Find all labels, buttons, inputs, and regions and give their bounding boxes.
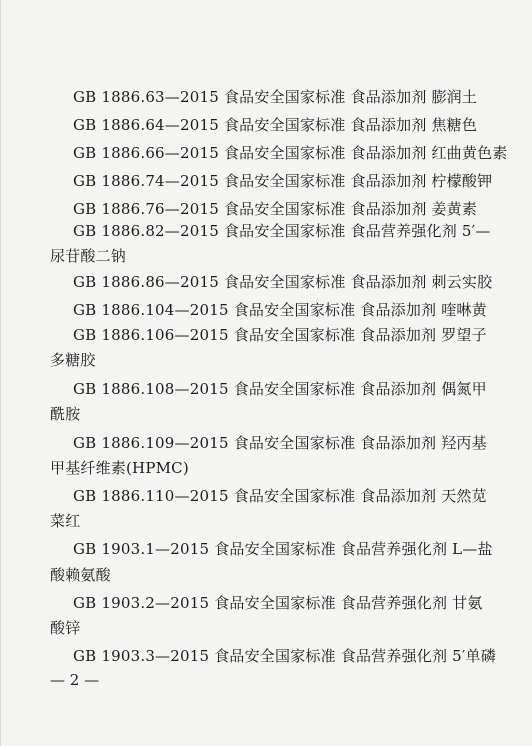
standard-entry-gb-1886-106: GB 1886.106—2015 食品安全国家标准 食品添加剂 罗望子	[73, 326, 487, 344]
page-number: — 2 —	[50, 671, 100, 689]
standard-entry-gb-1886-63: GB 1886.63—2015 食品安全国家标准 食品添加剂 膨润土	[73, 88, 478, 106]
standard-entry-gb-1886-74: GB 1886.74—2015 食品安全国家标准 食品添加剂 柠檬酸钾	[73, 172, 493, 190]
standard-entry-gb-1886-109-continued: 甲基纤维素(HPMC)	[50, 459, 189, 477]
standard-entry-gb-1886-64: GB 1886.64—2015 食品安全国家标准 食品添加剂 焦糖色	[73, 116, 478, 134]
standard-entry-gb-1886-86: GB 1886.86—2015 食品安全国家标准 食品添加剂 刺云实胶	[73, 273, 493, 291]
standard-entry-gb-1903-1-continued: 酸赖氨酸	[50, 566, 111, 584]
standard-entry-gb-1886-108: GB 1886.108—2015 食品安全国家标准 食品添加剂 偶氮甲	[73, 380, 487, 398]
standard-entry-gb-1903-2-continued: 酸锌	[50, 619, 81, 637]
standard-entry-gb-1886-110-continued: 菜红	[50, 512, 81, 530]
standard-entry-gb-1903-1: GB 1903.1—2015 食品安全国家标准 食品营养强化剂 L—盐	[73, 540, 493, 558]
standard-entry-gb-1886-106-continued: 多糖胶	[50, 351, 96, 369]
standard-entry-gb-1886-110: GB 1886.110—2015 食品安全国家标准 食品添加剂 天然苋	[73, 487, 487, 505]
standard-entry-gb-1886-66: GB 1886.66—2015 食品安全国家标准 食品添加剂 红曲黄色素	[73, 144, 508, 162]
standard-entry-gb-1886-108-continued: 酰胺	[50, 405, 81, 423]
standard-entry-gb-1886-104: GB 1886.104—2015 食品安全国家标准 食品添加剂 喹啉黄	[73, 301, 487, 319]
standard-entry-gb-1886-82: GB 1886.82—2015 食品安全国家标准 食品营养强化剂 5′—	[73, 222, 491, 240]
standard-entry-gb-1886-76: GB 1886.76—2015 食品安全国家标准 食品添加剂 姜黄素	[73, 200, 478, 218]
standard-entry-gb-1886-109: GB 1886.109—2015 食品安全国家标准 食品添加剂 羟丙基	[73, 434, 487, 452]
standard-entry-gb-1903-2: GB 1903.2—2015 食品安全国家标准 食品营养强化剂 甘氨	[73, 594, 483, 612]
standard-entry-gb-1903-3: GB 1903.3—2015 食品安全国家标准 食品营养强化剂 5′单磷	[73, 647, 496, 665]
standard-entry-gb-1886-82-continued: 尿苷酸二钠	[50, 247, 127, 265]
